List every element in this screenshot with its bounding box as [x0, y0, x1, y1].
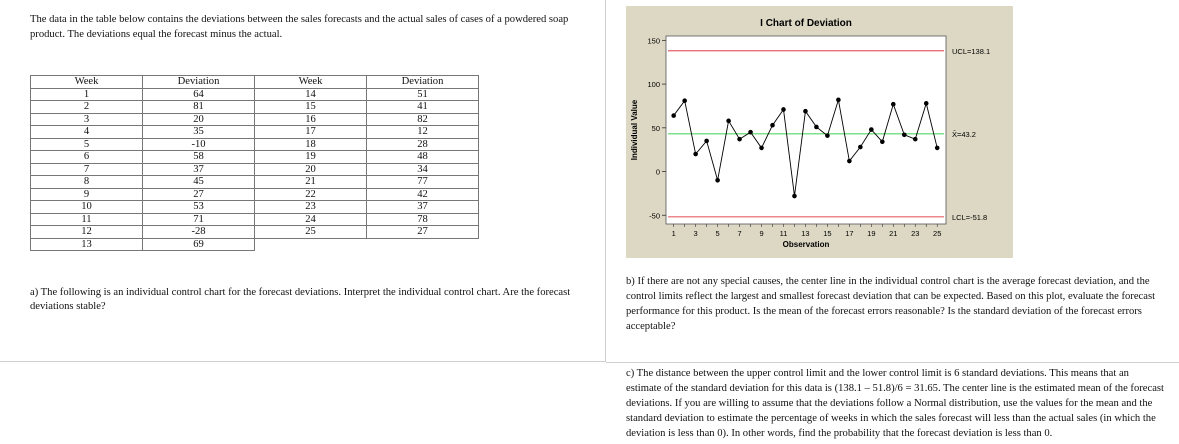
table-cell: 78 — [367, 213, 479, 226]
data-point — [869, 127, 874, 132]
data-point — [781, 107, 786, 112]
data-point — [748, 130, 753, 135]
table-cell: 9 — [31, 188, 143, 201]
table-cell: 13 — [31, 238, 143, 251]
table-cell: -10 — [143, 138, 255, 151]
table-cell: 14 — [255, 88, 367, 101]
table-row — [31, 113, 479, 126]
table-cell: 77 — [367, 176, 479, 189]
data-point — [858, 145, 863, 150]
data-point — [847, 159, 852, 164]
data-point — [803, 109, 808, 114]
table-cell: 20 — [143, 113, 255, 126]
table-cell: 37 — [367, 201, 479, 214]
header-week-1: Week — [31, 76, 143, 89]
lcl-label: LCL=-51.8 — [952, 212, 988, 222]
table-cell: 51 — [367, 88, 479, 101]
table-cell: 16 — [255, 113, 367, 126]
table-cell: 69 — [143, 238, 255, 251]
table-row — [31, 176, 479, 189]
table-cell — [255, 238, 367, 251]
table-cell: 53 — [143, 201, 255, 214]
x-tick-label: 21 — [889, 229, 898, 238]
table-cell: 24 — [255, 213, 367, 226]
table-cell: 12 — [31, 226, 143, 239]
y-tick-label: 0 — [655, 167, 660, 177]
i-chart — [626, 6, 1013, 258]
table-cell: 7 — [31, 163, 143, 176]
y-tick-label: 150 — [647, 36, 660, 46]
x-tick-label: 3 — [693, 229, 698, 238]
table-cell — [367, 238, 479, 251]
table-cell: 4 — [31, 126, 143, 139]
table-cell: 48 — [367, 151, 479, 164]
table-cell: 15 — [255, 101, 367, 114]
table-row — [31, 201, 479, 214]
table-cell: 1 — [31, 88, 143, 101]
table-cell: 42 — [367, 188, 479, 201]
data-point — [814, 125, 819, 130]
ucl-label: UCL=138.1 — [952, 46, 991, 56]
data-point — [770, 123, 775, 128]
data-point — [726, 119, 731, 124]
x-tick-label: 13 — [801, 229, 810, 238]
deviation-table — [30, 75, 479, 251]
table-cell: 27 — [143, 188, 255, 201]
table-cell: 17 — [255, 126, 367, 139]
table-cell: 3 — [31, 113, 143, 126]
x-tick-label: 19 — [867, 229, 876, 238]
table-row — [31, 188, 479, 201]
table-header-row — [31, 76, 479, 89]
table-cell: 82 — [367, 113, 479, 126]
data-point — [682, 98, 687, 103]
y-axis-label: Individual Value — [630, 99, 639, 161]
table-cell: -28 — [143, 226, 255, 239]
table-cell: 22 — [255, 188, 367, 201]
table-cell: 71 — [143, 213, 255, 226]
table-cell: 25 — [255, 226, 367, 239]
table-cell: 58 — [143, 151, 255, 164]
table-cell: 19 — [255, 151, 367, 164]
x-tick-label: 7 — [737, 229, 742, 238]
x-tick-label: 17 — [845, 229, 854, 238]
x-tick-label: 5 — [715, 229, 720, 238]
question-b: b) If there are not any special causes, the center line in the individual control chart is the average forecast deviation, and the control limits reflect the largest and smallest forecast deviation that can be expected. Based on this plot, evaluate the forecast performance for this product. Is the mean of the forecast errors reasonable? Is the standard deviation of the forecast errors acceptable? — [626, 276, 1156, 332]
table-cell: 10 — [31, 201, 143, 214]
data-point — [836, 98, 841, 103]
header-deviation-1: Deviation — [143, 76, 255, 89]
plot-area — [666, 36, 946, 224]
chart-container — [626, 6, 1013, 258]
question-c: c) The distance between the upper control limit and the lower control limit is 6 standard deviations. This means that an estimate of the standard deviation for this data is (138.1 – 51.8)/6 = 31.65. The center line is the estimated mean of the forecast deviations. If you are willing to assume that the deviations follow a Normal distribution, use the values for the mean and the standard deviation to estimate the percentage of weeks in which the sales forecast will less than the actual sales (in which the deviation is less than 0). In other words, find the probability that the forecast deviation is less than 0. — [626, 368, 1164, 439]
table-row — [31, 138, 479, 151]
chart-title: I Chart of Deviation — [760, 18, 852, 29]
x-tick-label: 15 — [823, 229, 832, 238]
table-row — [31, 226, 479, 239]
table-cell: 20 — [255, 163, 367, 176]
data-point — [825, 133, 830, 138]
table-cell: 5 — [31, 138, 143, 151]
table-cell: 37 — [143, 163, 255, 176]
data-point — [880, 140, 885, 145]
table-cell: 35 — [143, 126, 255, 139]
table-cell: 12 — [367, 126, 479, 139]
x-tick-label: 11 — [779, 229, 788, 238]
table-cell: 45 — [143, 176, 255, 189]
data-point — [792, 194, 797, 199]
data-point — [902, 133, 907, 138]
y-tick-label: 50 — [651, 123, 660, 133]
table-row — [31, 101, 479, 114]
center-label: X̄=43.2 — [952, 129, 976, 139]
table-cell: 18 — [255, 138, 367, 151]
left-panel — [0, 0, 606, 362]
table-row — [31, 213, 479, 226]
data-point — [759, 146, 764, 151]
data-point — [704, 139, 709, 144]
header-week-2: Week — [255, 76, 367, 89]
data-point — [737, 137, 742, 142]
x-tick-label: 25 — [933, 229, 942, 238]
table-cell: 27 — [367, 226, 479, 239]
table-cell: 21 — [255, 176, 367, 189]
data-point — [891, 102, 896, 107]
x-tick-label: 9 — [759, 229, 764, 238]
table-row — [31, 88, 479, 101]
table-cell: 8 — [31, 176, 143, 189]
table-row — [31, 126, 479, 139]
data-point — [693, 152, 698, 157]
data-point — [935, 146, 940, 151]
intro-text: The data in the table below contains the deviations between the sales forecasts and the actual sales of cases of a powdered soap product. The deviations equal the forecast minus the actual. — [30, 14, 569, 40]
x-tick-label: 23 — [911, 229, 920, 238]
table-cell: 41 — [367, 101, 479, 114]
question-a: a) The following is an individual control chart for the forecast deviations. Interpret the individual control chart. Are the forecast deviations stable? — [30, 287, 571, 312]
y-tick-label: 100 — [647, 80, 660, 90]
table-cell: 64 — [143, 88, 255, 101]
data-point — [715, 178, 720, 183]
y-tick-label: -50 — [649, 211, 660, 221]
table-row — [31, 163, 479, 176]
table-cell: 28 — [367, 138, 479, 151]
divider — [606, 362, 1179, 363]
table-cell: 34 — [367, 163, 479, 176]
x-axis-label: Observation — [782, 240, 830, 249]
data-point — [671, 113, 676, 118]
table-row — [31, 238, 479, 251]
table-cell: 6 — [31, 151, 143, 164]
data-point — [924, 101, 929, 106]
table-cell: 11 — [31, 213, 143, 226]
table-row — [31, 151, 479, 164]
data-point — [913, 137, 918, 142]
x-tick-label: 1 — [671, 229, 676, 238]
table-cell: 23 — [255, 201, 367, 214]
table-cell: 81 — [143, 101, 255, 114]
table-body — [31, 88, 479, 251]
header-deviation-2: Deviation — [367, 76, 479, 89]
table-cell: 2 — [31, 101, 143, 114]
